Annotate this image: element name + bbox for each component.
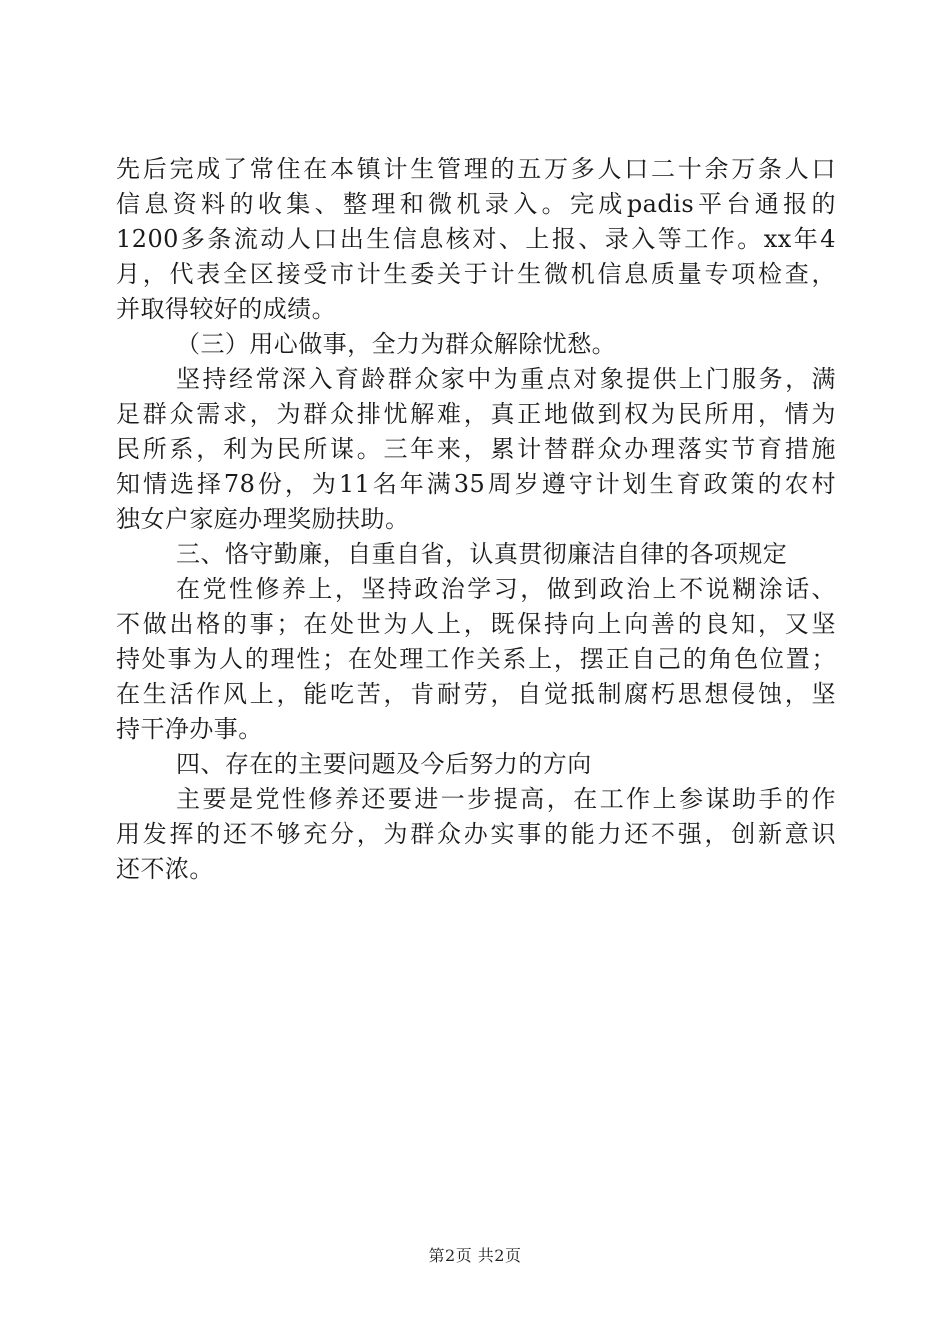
text-line: 先后完成了常住在本镇计生管理的五万多人口二十余万条人口 — [116, 155, 836, 183]
page-footer: 第2页 共2页 — [428, 1246, 522, 1265]
section-heading: （三）用心做事，全力为群众解除忧愁。 — [176, 330, 617, 358]
text-line: 坚持经常深入育龄群众家中为重点对象提供上门服务，满 — [176, 365, 836, 393]
body-text — [116, 152, 836, 887]
text-line: 月，代表全区接受市计生委关于计生微机信息质量专项检查， — [116, 260, 836, 288]
text-line: 知情选择78份，为11名年满35周岁遵守计划生育政策的农村 — [116, 470, 836, 498]
text-line: 1200多条流动人口出生信息核对、上报、录入等工作。xx年4 — [116, 225, 836, 253]
text-line: 民所系，利为民所谋。三年来，累计替群众办理落实节育措施 — [116, 435, 836, 463]
text-line: 足群众需求，为群众排忧解难，真正地做到权为民所用，情为 — [116, 400, 836, 428]
text-line: 持处事为人的理性；在处理工作关系上，摆正自己的角色位置； — [116, 645, 836, 673]
text-line: 主要是党性修养还要进一步提高，在工作上参谋助手的作 — [176, 785, 836, 813]
text-line: 不做出格的事；在处世为人上，既保持向上向善的良知，又坚 — [116, 610, 836, 638]
text-line: 并取得较好的成绩。 — [116, 295, 337, 323]
text-line: 独女户家庭办理奖励扶助。 — [116, 505, 410, 533]
text-line: 在党性修养上，坚持政治学习，做到政治上不说糊涂话、 — [176, 575, 836, 603]
text-line: 信息资料的收集、整理和微机录入。完成padis平台通报的 — [116, 190, 836, 218]
text-line: 还不浓。 — [116, 855, 214, 883]
section-heading: 四、存在的主要问题及今后努力的方向 — [176, 750, 592, 778]
text-line: 持干净办事。 — [116, 715, 263, 743]
section-heading: 三、恪守勤廉，自重自省，认真贯彻廉洁自律的各项规定 — [176, 540, 788, 568]
text-line: 用发挥的还不够充分，为群众办实事的能力还不强，创新意识 — [116, 820, 836, 848]
text-line: 在生活作风上，能吃苦，肯耐劳，自觉抵制腐朽思想侵蚀，坚 — [116, 680, 836, 708]
